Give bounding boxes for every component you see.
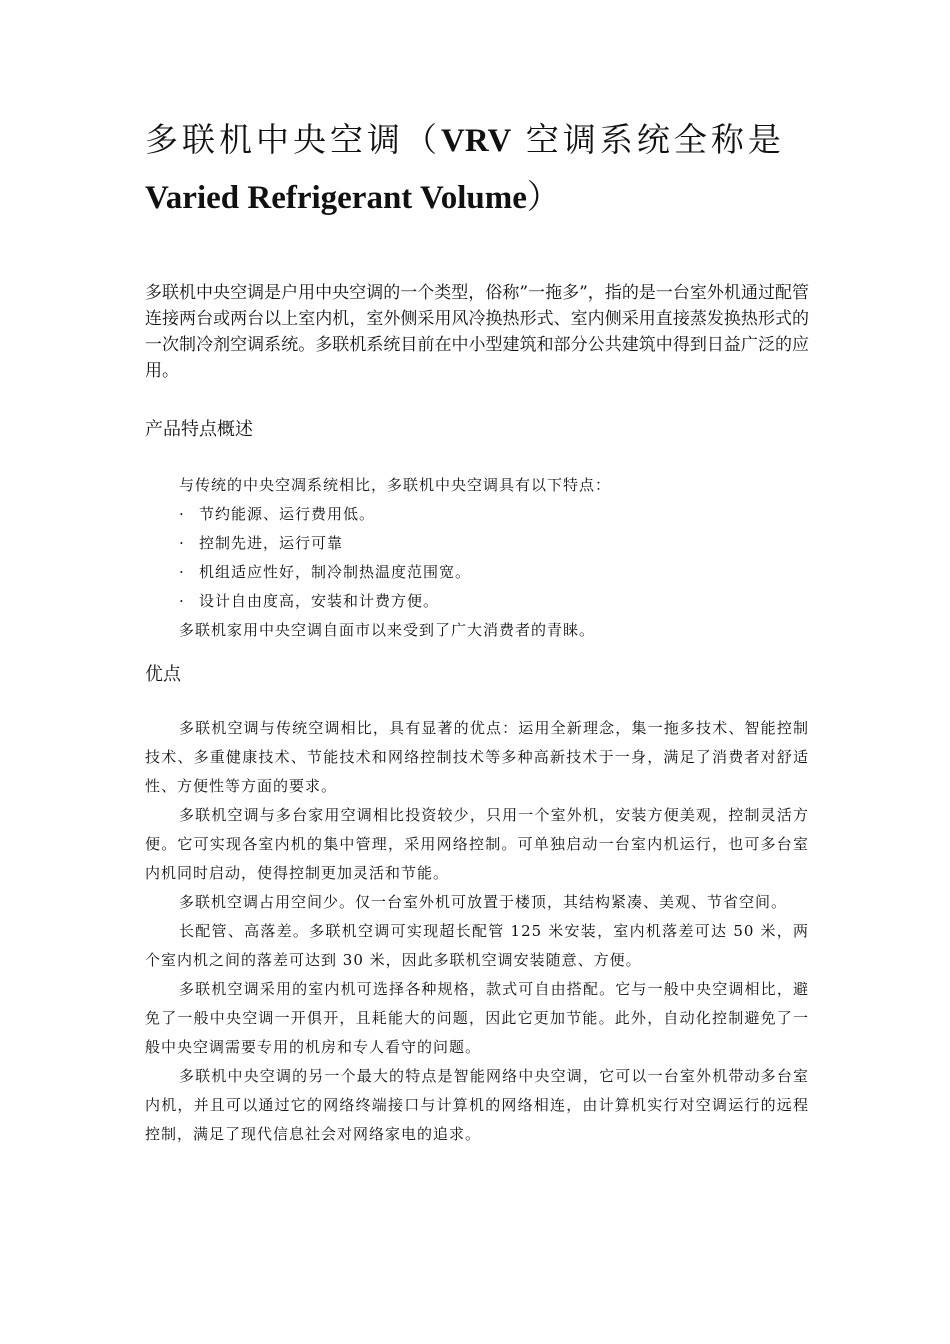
- document-content: [145, 112, 809, 1143]
- title-cn-part: 多联机中央空调（: [145, 120, 441, 159]
- feature-item: [145, 500, 809, 529]
- advantage-paragraph: 多联机中央空调的另一个最大的特点是智能网络中央空调，它可以一台室外机带动多台室内机，并且可以通过它的网络终端接口与计算机的网络相连，由计算机实行对空调运行的远程控制，满足了现代信息社会对网络家电的追求。: [145, 1067, 809, 1143]
- feature-item-text: 节约能源、运行费用低。: [199, 505, 376, 523]
- feature-item: [145, 529, 809, 558]
- feature-item-text: 控制先进，运行可靠: [199, 534, 344, 552]
- title-line-1: [145, 112, 809, 169]
- advantage-paragraph: 多联机空调采用的室内机可选择各种规格，款式可自由搭配。它与一般中央空调相比，避免了一般中央空调一开俱开，且耗能大的问题，因此它更加节能。此外，自动化控制避免了一般中央空调需要专用的机房和专人看守的问题。: [145, 980, 809, 1056]
- title-cn-rest: 空调系统全称是: [511, 120, 785, 159]
- title-vrv: VRV: [441, 123, 512, 159]
- features-closing: 多联机家用中央空调自面市以来受到了广大消费者的青睐。: [179, 621, 596, 639]
- feature-item-text: 机组适应性好，制冷制热温度范围宽。: [199, 563, 472, 581]
- document-title: [145, 112, 809, 226]
- advantage-paragraph: 多联机空调与传统空调相比，具有显著的优点：运用全新理念，集一拖多技术、智能控制技术、多重健康技术、节能技术和网络控制技术等多种高新技术于一身，满足了消费者对舒适性、方便性等方面的要求。: [145, 719, 809, 795]
- advantage-paragraph: 多联机空调占用空间少。仅一台室外机可放置于楼顶，其结构紧凑、美观、节省空间。: [179, 893, 788, 911]
- features-heading: 产品特点概述: [145, 419, 253, 440]
- features-list: [145, 471, 809, 645]
- bullet-dot-icon: ·: [179, 592, 185, 610]
- title-close-paren: ）: [526, 177, 564, 216]
- bullet-dot-icon: ·: [179, 505, 185, 523]
- bullet-dot-icon: ·: [179, 563, 185, 581]
- title-line-2: [145, 169, 809, 226]
- title-english-name: Varied Refrigerant Volume: [145, 180, 527, 216]
- bullet-dot-icon: ·: [179, 534, 185, 552]
- feature-item-text: 设计自由度高，安装和计费方便。: [199, 592, 440, 610]
- advantage-paragraph: 多联机空调与多台家用空调相比投资较少，只用一个室外机，安装方便美观，控制灵活方便。它可实现各室内机的集中管理，采用网络控制。可单独启动一台室内机运行，也可多台室内机同时启动，使得控制更加灵活和节能。: [145, 806, 809, 882]
- advantages-body: [145, 714, 809, 1149]
- features-lead: 与传统的中央空凋系统相比，多联机中央空调具有以下特点：: [179, 476, 612, 494]
- intro-paragraph: 多联机中央空调是户用中央空调的一个类型，俗称”一拖多”，指的是一台室外机通过配管连接两台或两台以上室内机，室外侧采用风冷换热形式、室内侧采用直接蒸发换热形式的一次制冷剂空调系统。多联机系统目前在中小型建筑和部分公共建筑中得到日益广泛的应用。: [145, 283, 809, 381]
- advantages-heading: 优点: [145, 664, 181, 685]
- feature-item: [145, 587, 809, 616]
- feature-item: [145, 558, 809, 587]
- advantage-paragraph: 长配管、高落差。多联机空调可实现超长配管 125 米安装，室内机落差可达 50 米，两个室内机之间的落差可达到 30 米，因此多联机空调安装随意、方便。: [145, 922, 809, 969]
